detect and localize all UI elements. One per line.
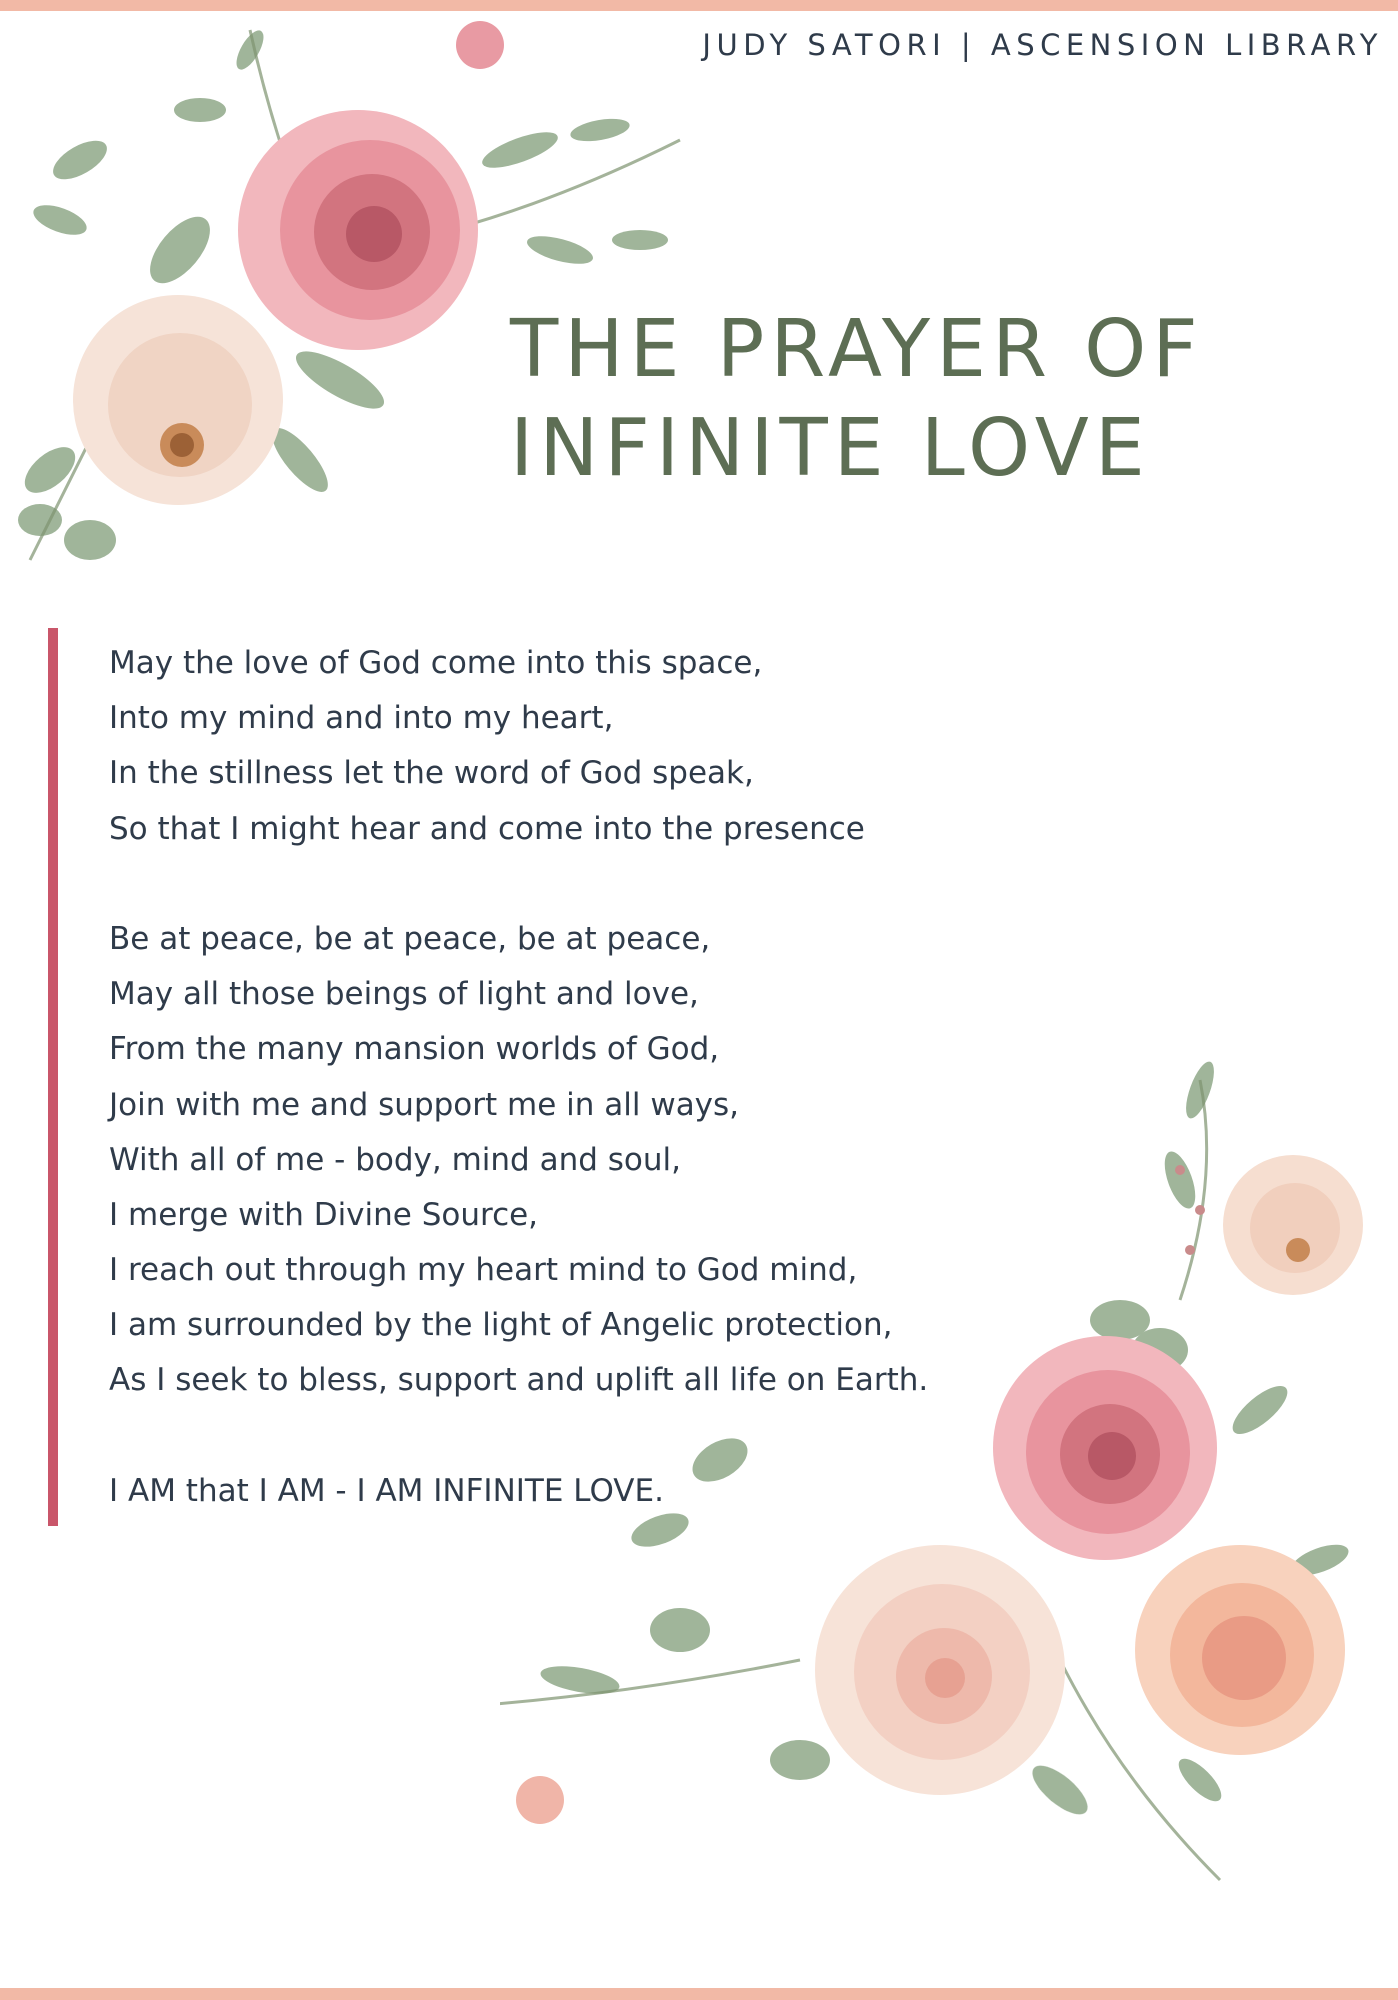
stanza-break [109, 857, 928, 912]
poem-line: Be at peace, be at peace, be at peace, [109, 920, 711, 957]
poem-line: From the many mansion worlds of God, [109, 1031, 720, 1068]
poem-line: I merge with Divine Source, [109, 1196, 539, 1233]
poem-line: In the stillness let the word of God speak, [109, 755, 754, 792]
title-line-2: INFINITE LOVE [510, 402, 1151, 494]
poem-line: So that I might hear and come into the presence [109, 810, 865, 847]
header-credit: JUDY SATORI | ASCENSION LIBRARY [702, 28, 1383, 62]
prayer-title [510, 300, 1204, 498]
accent-bar [48, 628, 58, 1526]
bottom-border [0, 1988, 1398, 2000]
poem-line: As I seek to bless, support and uplift all life on Earth. [109, 1362, 929, 1399]
poem-line: Into my mind and into my heart, [109, 700, 614, 737]
prayer-text [109, 636, 928, 1519]
poem-closing-line: I AM that I AM - I AM INFINITE LOVE. [109, 1472, 664, 1509]
poem-line: May the love of God come into this space, [109, 645, 763, 681]
poem-line: I reach out through my heart mind to God mind, [109, 1252, 858, 1289]
title-line-1: THE PRAYER OF [510, 303, 1204, 395]
poem-line: Join with me and support me in all ways, [109, 1086, 740, 1123]
poem-line: With all of me - body, mind and soul, [109, 1141, 681, 1178]
poem-line: I am surrounded by the light of Angelic protection, [109, 1307, 893, 1344]
stanza-break [109, 1409, 928, 1464]
poem-line: May all those beings of light and love, [109, 976, 699, 1013]
